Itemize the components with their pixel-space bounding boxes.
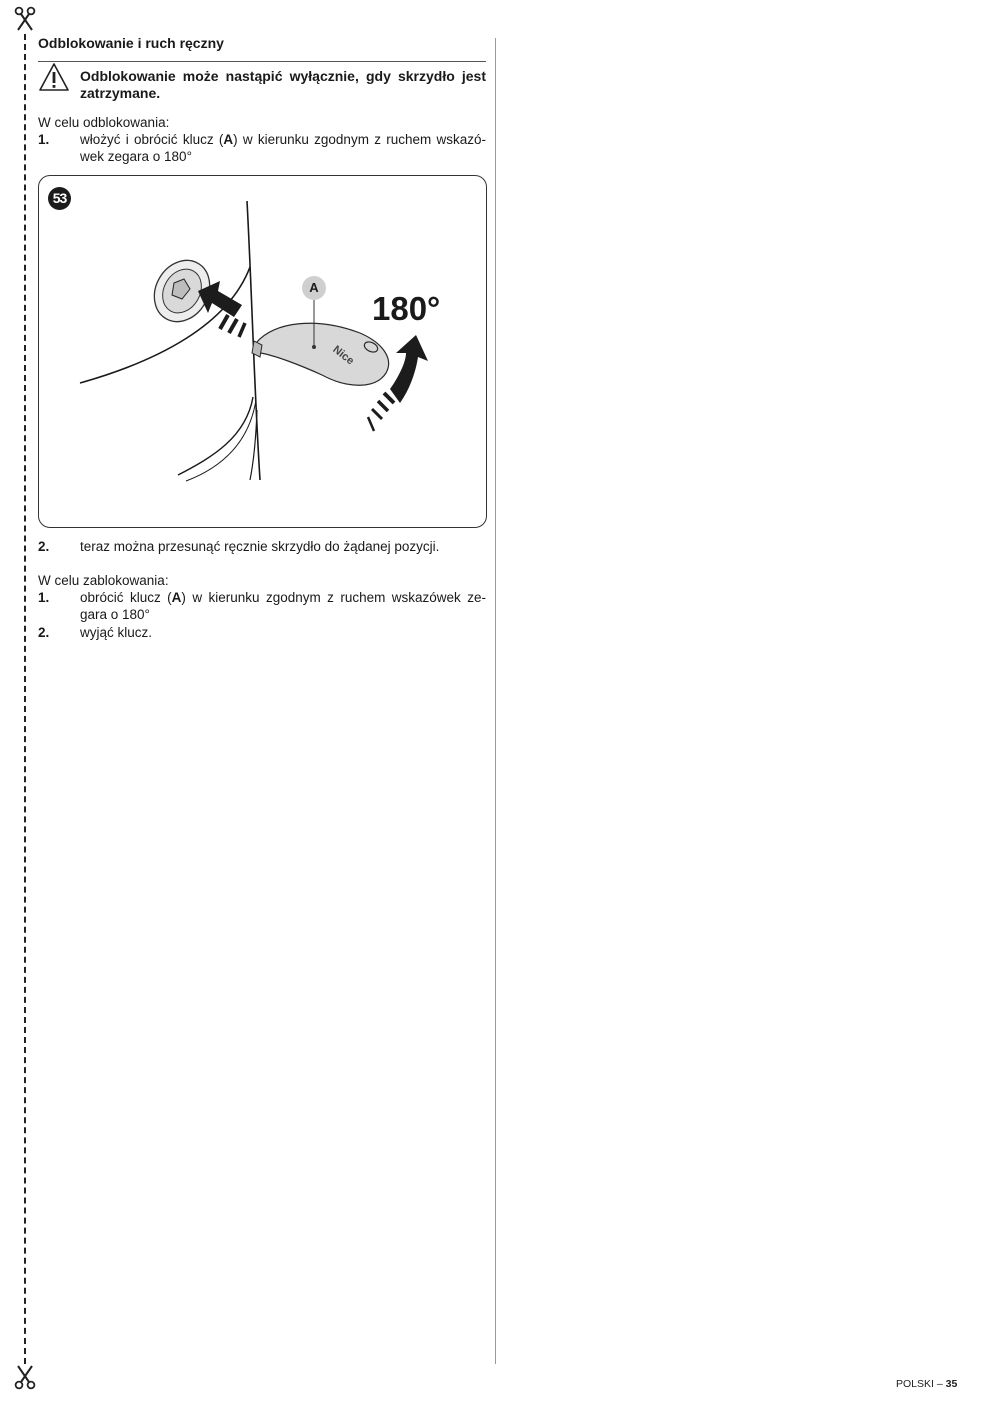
scissors-icon — [12, 1364, 38, 1390]
step-text: wyjąć klucz. — [80, 625, 153, 640]
key-release-illustration — [38, 175, 487, 528]
key-reference: A — [223, 132, 234, 147]
rotation-angle-label: 180° — [372, 290, 441, 327]
step-text: teraz można przesunąć ręcznie skrzydło do żądanej pozycji. — [80, 539, 440, 554]
step-number: 1. — [38, 132, 50, 147]
cut-line — [24, 34, 26, 1364]
title-rule — [38, 61, 486, 62]
unlock-intro: W celu odblokowania: — [38, 115, 170, 130]
page-number: 35 — [945, 1378, 958, 1390]
step-text: włożyć i obrócić klucz (A) w kierunku zgodnym z ruchem wskazó-wek zegara o 180° — [80, 132, 486, 164]
section-title: Odblokowanie i ruch ręczny — [38, 35, 224, 51]
key-reference: A — [171, 590, 182, 605]
step-number: 2. — [38, 625, 50, 640]
step-text: obrócić klucz (A) w kierunku zgodnym z ruchem wskazówek ze-gara o 180° — [80, 590, 486, 622]
key-callout: A — [302, 276, 326, 300]
step-number: 1. — [38, 590, 50, 605]
scissors-icon — [12, 6, 38, 32]
lock-intro: W celu zablokowania: — [38, 573, 169, 588]
warning-icon — [38, 62, 70, 92]
warning-text: Odblokowanie może nastąpić wyłącznie, gdy skrzydło jest zatrzymane. — [80, 68, 486, 101]
step-number: 2. — [38, 539, 50, 554]
key-brand-label: Nice — [330, 343, 357, 368]
footer-language: POLSKI – — [896, 1378, 946, 1390]
column-divider — [495, 38, 496, 1364]
figure-number: 53 — [48, 187, 71, 210]
page-footer — [896, 1378, 957, 1390]
